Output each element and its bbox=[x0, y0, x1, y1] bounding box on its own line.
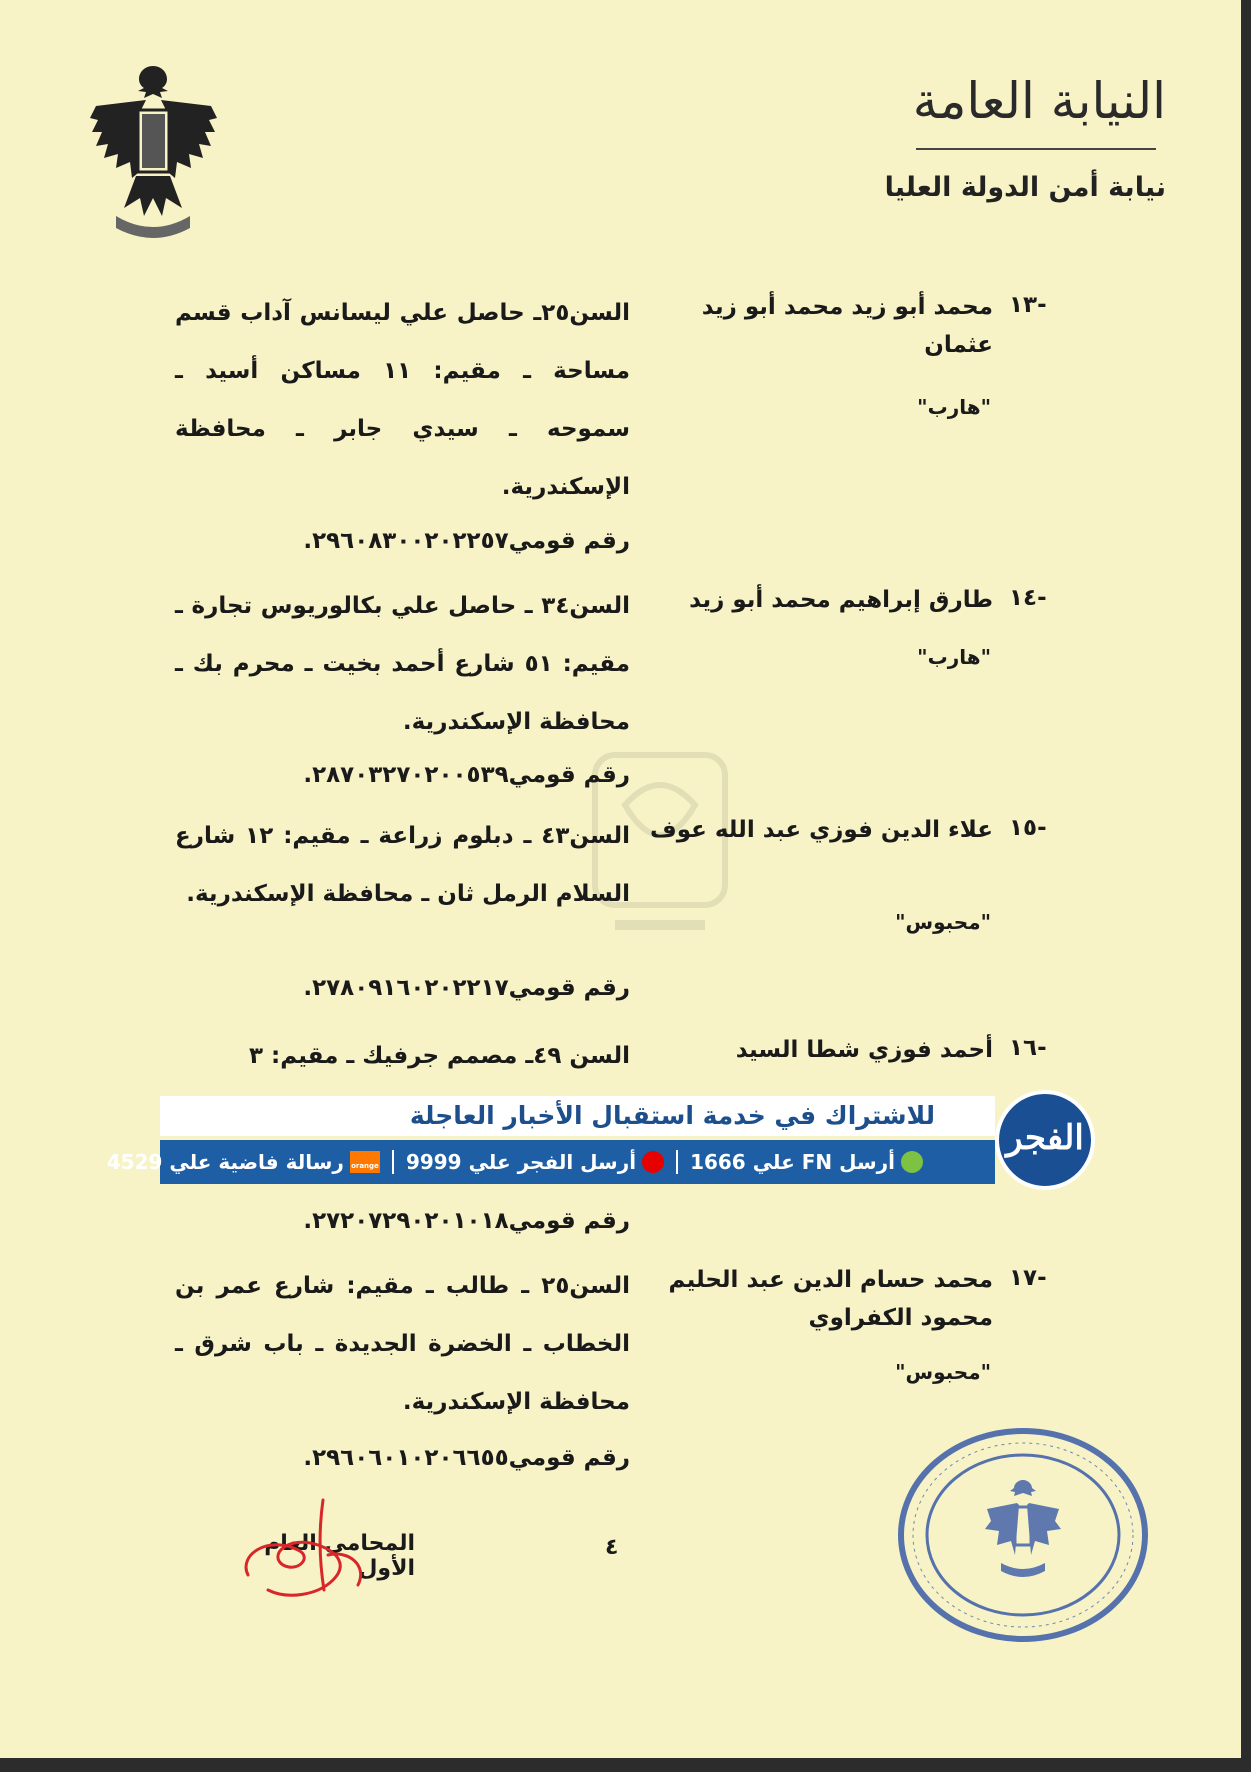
record-15-status: "محبوس" bbox=[895, 910, 991, 934]
record-15-details: السن٤٣ ـ دبلوم زراعة ـ مقيم: ١٢ شارع السلام الرمل ثان ـ محافظة الإسكندرية. bbox=[175, 823, 630, 907]
vodafone-logo-icon bbox=[642, 1151, 664, 1173]
record-14-details: السن٣٤ ـ حاصل علي بكالوريوس تجارة ـ مقيم: ٥١ شارع أحمد بخيت ـ محرم بك ـ محافظة الإسكندرية. bbox=[175, 593, 630, 735]
record-17-number: ١٧- bbox=[1009, 1265, 1047, 1291]
scan-edge-right bbox=[1241, 0, 1251, 1772]
record-13-name: محمد أبو زيد محمد أبو زيد عثمان bbox=[701, 294, 993, 358]
record-14-status: "هارب" bbox=[917, 645, 991, 669]
alfagr-logo[interactable]: الفجر bbox=[995, 1090, 1095, 1190]
sms-option-orange[interactable] bbox=[95, 1150, 392, 1174]
record-16-number: ١٦- bbox=[1009, 1035, 1047, 1061]
record-13-details: السن٢٥ـ حاصل علي ليسانس آداب قسم مساحة ـ مقيم: ١١ مساكن أسيد ـ سموحه ـ سيدي جابر ـ محافظة الإسكندرية. bbox=[175, 300, 630, 500]
record-15-national-id: رقم قومي٢٧٨٠٩١٦٠٢٠٢٢١٧. bbox=[303, 975, 630, 1001]
scan-edge-bottom bbox=[0, 1758, 1251, 1772]
sms-option-vodafone[interactable] bbox=[392, 1150, 676, 1174]
eagle-emblem-icon bbox=[86, 58, 221, 248]
sms-option-label: أرسل FN علي 1666 bbox=[690, 1150, 895, 1174]
header-divider bbox=[916, 148, 1156, 150]
header-subtitle: نيابة أمن الدولة العليا bbox=[884, 172, 1166, 203]
signature-icon bbox=[228, 1495, 378, 1615]
record-17-national-id: رقم قومي٢٩٦٠٦٠١٠٢٠٦٦٥٥. bbox=[303, 1445, 630, 1471]
record-16-details: السن ٤٩ـ مصمم جرفيك ـ مقيم: ٣ bbox=[248, 1043, 630, 1069]
header-title: النيابة العامة bbox=[912, 72, 1166, 130]
official-stamp-icon bbox=[895, 1425, 1150, 1645]
record-14-name: طارق إبراهيم محمد أبو زيد bbox=[689, 587, 993, 613]
sms-option-label: رسالة فاضية علي 4529 bbox=[106, 1150, 344, 1174]
record-13-number: ١٣- bbox=[1009, 292, 1047, 318]
record-13-status: "هارب" bbox=[917, 395, 991, 419]
etisalat-logo-icon bbox=[901, 1151, 923, 1173]
record-15-number: ١٥- bbox=[1009, 815, 1047, 841]
sms-option-label: أرسل الفجر علي 9999 bbox=[405, 1150, 637, 1174]
record-17-details: السن٢٥ ـ طالب ـ مقيم: شارع عمر بن الخطاب ـ الخضرة الجديدة ـ باب شرق ـ محافظة الإسكندرية. bbox=[175, 1273, 630, 1415]
signatory-title: المحامي العام الأول bbox=[264, 1531, 415, 1581]
record-13-national-id: رقم قومي٢٩٦٠٨٣٠٠٢٠٢٢٥٧. bbox=[303, 528, 630, 554]
page-number: ٤ bbox=[605, 1535, 619, 1560]
record-14-national-id: رقم قومي٢٨٧٠٣٢٧٠٢٠٠٥٣٩. bbox=[303, 762, 630, 788]
sms-option-etisalat[interactable] bbox=[676, 1150, 935, 1174]
record-17-status: "محبوس" bbox=[895, 1360, 991, 1384]
record-17-name: محمد حسام الدين عبد الحليم محمود الكفراوي bbox=[668, 1267, 993, 1331]
record-14-number: ١٤- bbox=[1009, 585, 1047, 611]
record-15-name: علاء الدين فوزي عبد الله عوف bbox=[649, 817, 993, 843]
record-16-name: أحمد فوزي شطا السيد bbox=[735, 1037, 993, 1063]
orange-logo-icon: orange bbox=[350, 1151, 380, 1173]
banner-headline: للاشتراك في خدمة استقبال الأخبار العاجلة bbox=[160, 1096, 995, 1136]
banner-sms-options bbox=[106, 1140, 995, 1184]
record-16-national-id: رقم قومي٢٧٢٠٧٢٩٠٢٠١٠١٨. bbox=[303, 1208, 630, 1234]
news-subscription-banner[interactable] bbox=[106, 1096, 1095, 1184]
